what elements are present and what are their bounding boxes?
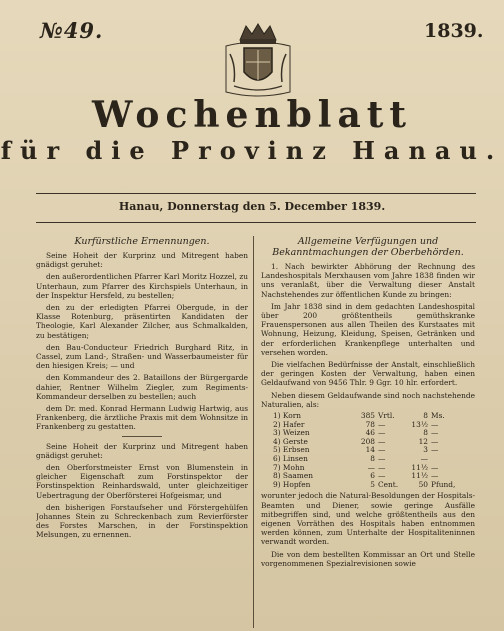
left-column [36, 236, 248, 626]
naturals-row: 8) Saamen 6 — 11½ — [273, 471, 439, 481]
right-paragraph: worunter jedoch die Natural-Besoldungen der Hospitals-Beamten und Diener, sowie geringe Ausfälle mitbegriffen sind, und welche größtentheils aus den eigenen Vorräthen des Hospitals haben entnommen werden können, zum Unterhalte der Hospitaliteninnen verwandt worden. [261, 491, 475, 547]
left-paragraph: Seine Hoheit der Kurprinz und Mitregent haben gnädigst geruhet: [36, 441, 248, 460]
left-paragraph: den bisherigen Forstaufseher und Förstergehülfen Johannes Stein zu Schreckenbach zum Revierförster des Forstes Marschen, in der Forstinspektion Melsungen, zu ernennen. [36, 502, 248, 540]
left-paragraph: den zu der erledigten Pfarrei Obergude, in der Klasse Rotenburg, präsentirten Kandidaten der Theologie, Karl Alexander Zilcher, aus Schmalkalden, zu bestätigen; [36, 303, 248, 340]
issue-number: №49. [40, 18, 104, 43]
column-divider [253, 236, 254, 628]
left-paragraph: den Kommandeur des 2. Bataillons der Bürgergarde dahier, Rentner Wilhelm Ziegler, zum Regiments-Kommandeur derselben zu bestellen; auch [36, 373, 248, 401]
right-paragraph: Neben diesem Geldaufwande sind noch nachstehende Naturalien, als: [261, 390, 475, 409]
left-paragraph: den außerordentlichen Pfarrer Karl Moritz Hozzel, zu Unterhaun, zum Pfarrer des Kirchspiels Unterhaun, in der Inspektur Hersfeld, zu bestellen; [36, 272, 248, 300]
dateline: Hanau, Donnerstag den 5. December 1839. [118, 200, 386, 213]
right-paragraph: 1. Nach bewirkter Abhörung der Rechnung des Landeshospitals Merxhausen vom Jahre 1838 finden wir uns veranlaßt, über die Verwaltung dieser Anstalt Nachstehendes zur öffentlichen Kunde zu bringen: [261, 262, 475, 299]
masthead-subtitle: für die Provinz Hanau. [0, 136, 504, 165]
naturals-row: 2) Hafer 78 — 13½ — [273, 419, 439, 429]
naturals-row: 7) Mohn — — 11½ — [273, 462, 439, 472]
naturals-list [273, 412, 475, 489]
left-paragraph: den Oberforstmeister Ernst von Blumenstein in gleicher Eigenschaft zum Forstinspektor der Forstinspektion Reinhardswald, unter gleichzeitiger Uebertragung der Oberförsterei Hofgeismar, und [36, 463, 248, 500]
left-paragraph: den Bau-Conducteur Friedrich Burghard Ritz, in Cassel, zum Land-, Straßen- und Wasserbaumeister für den hiesigen Kreis; — und [36, 342, 248, 371]
rule-top [36, 193, 476, 194]
left-paragraph: Seine Hoheit der Kurprinz und Mitregent haben gnädigst geruhet: [36, 251, 248, 270]
rule-bottom [36, 222, 476, 223]
right-paragraph: Die vielfachen Bedürfnisse der Anstalt, einschließlich der geringen Kosten der Verwaltung, haben einen Geldaufwand von 9456 Thlr. 9 Ggr. 10 hlr. erfordert. [261, 360, 475, 388]
issue-year: 1839. [424, 20, 484, 42]
naturals-row: 4) Gerste 208 — 12 — [273, 436, 439, 446]
left-heading: Kurfürstliche Ernennungen. [74, 236, 210, 247]
section-separator [122, 436, 162, 437]
coat-of-arms-icon [218, 22, 298, 98]
masthead-title: Wochenblatt [91, 94, 413, 136]
right-paragraph: Im Jahr 1838 sind in dem gedachten Landeshospital über 200 größtentheils gemüthskranke Frauenspersonen aus allen Theilen des Kurstaates mit Wohnung, Heizung, Kleidung, Speisen, Getränken und der erforderlichen Krankenpflege unterhalten und versehen worden. [261, 301, 475, 357]
right-heading: Allgemeine Verfügungen und Bekanntmachungen der Oberbehörden. [272, 236, 464, 258]
right-column [261, 236, 475, 626]
naturals-row: 9) Hopfen 5 Cent. 50 Pfund, [273, 479, 456, 489]
left-paragraph: dem Dr. med. Konrad Hermann Ludwig Hartwig, aus Frankenberg, die ärztliche Praxis mit dem Wohnsitze in Frankenberg zu gestatten. [36, 404, 248, 432]
naturals-row: 1) Korn 385 Vrtl. 8 Ms. [273, 411, 445, 421]
right-paragraph: Die von dem bestellten Kommissar an Ort und Stelle vorgenommenen Spezialrevisionen sowie [261, 549, 475, 568]
naturals-row: 3) Weizen 46 — 8 — [273, 428, 439, 438]
naturals-row: 6) Linsen 8 — — [273, 454, 428, 464]
naturals-row: 5) Erbsen 14 — 3 — [273, 445, 439, 455]
